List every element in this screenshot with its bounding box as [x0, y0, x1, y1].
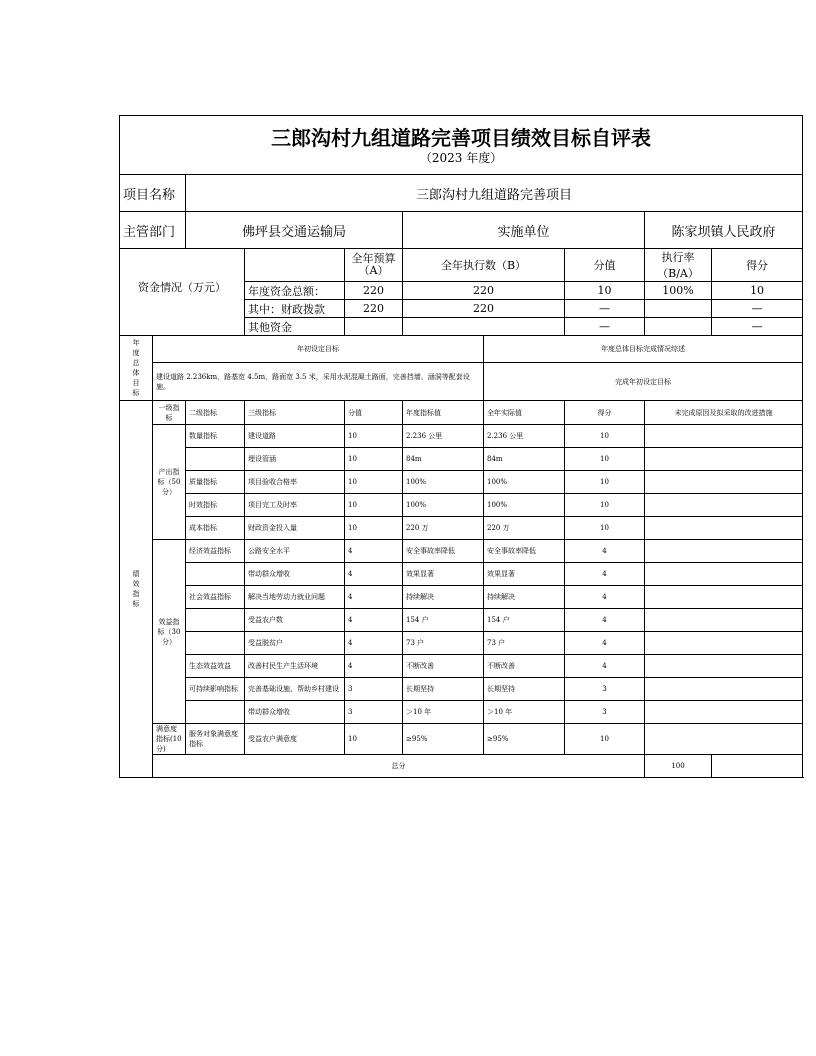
- ind-header-score: 分值: [345, 401, 403, 425]
- funds-row-got: 10: [712, 282, 803, 300]
- ind-actual: 220 万: [484, 517, 565, 540]
- ind-got: 10: [565, 517, 645, 540]
- ind-header-reason: 未完成原因及拟采取的改进措施: [645, 401, 803, 425]
- ind-target: ≥95%: [403, 724, 484, 755]
- funds-header-exec: 全年执行数（B）: [403, 249, 565, 282]
- ind-got: 3: [565, 701, 645, 724]
- ind-header-actual: 全年实际值: [484, 401, 565, 425]
- ind-target: ＞10 年: [403, 701, 484, 724]
- ind-score: 3: [345, 678, 403, 701]
- ind-actual: 不断改善: [484, 655, 565, 678]
- ind-reason: [645, 517, 803, 540]
- indicators-label-cell: [120, 401, 153, 778]
- title-cell: [120, 116, 803, 175]
- ind-score: 10: [345, 471, 403, 494]
- ind-target: 73 户: [403, 632, 484, 655]
- funds-row-budget: [345, 318, 403, 336]
- impl-unit-label: 实施单位: [403, 212, 645, 249]
- ind-l3: 埋设管涵: [245, 448, 345, 471]
- satisfaction-label: 满意度指标(10分): [153, 724, 186, 755]
- table-row: [120, 655, 803, 678]
- funds-row-rate: 100%: [645, 282, 712, 300]
- funds-header-rate: 执行率（B/A）: [645, 249, 712, 282]
- ind-reason: [645, 425, 803, 448]
- ind-actual: 154 户: [484, 609, 565, 632]
- table-row: [120, 540, 803, 563]
- ind-l2: 可持续影响指标: [186, 678, 245, 701]
- ind-actual: 持续解决: [484, 586, 565, 609]
- funds-row-score: —: [565, 300, 645, 318]
- funds-label: 资金情况（万元）: [120, 249, 245, 336]
- ind-got: 4: [565, 563, 645, 586]
- dept-value: 佛坪县交通运输局: [186, 212, 403, 249]
- ind-got: 4: [565, 540, 645, 563]
- ind-l2: 质量指标: [186, 471, 245, 494]
- ind-actual: 100%: [484, 494, 565, 517]
- ind-got: 4: [565, 632, 645, 655]
- ind-l3: 改善村民生产生活环境: [245, 655, 345, 678]
- goal-initial-header: 年初设定目标: [153, 336, 484, 363]
- ind-score: 10: [345, 494, 403, 517]
- ind-actual: 2.236 公里: [484, 425, 565, 448]
- ind-actual: 100%: [484, 471, 565, 494]
- ind-l3: 受益农户数: [245, 609, 345, 632]
- funds-row-exec: [403, 318, 565, 336]
- ind-reason: [645, 655, 803, 678]
- ind-actual: 84m: [484, 448, 565, 471]
- page-title: 三郎沟村九组道路完善项目绩效目标自评表: [271, 126, 652, 150]
- dept-label: 主管部门: [120, 212, 186, 249]
- funds-row-name: 其他资金: [245, 318, 345, 336]
- ind-l3: 受益脱贫户: [245, 632, 345, 655]
- evaluation-table: [119, 115, 803, 778]
- goal-initial-text: 建设道路 2.236km，路基宽 4.5m，路面宽 3.5 米，采用水泥混凝土路面，完善挡墙、涵洞等配套设施。: [153, 363, 484, 401]
- funds-header-got: 得分: [712, 249, 803, 282]
- ind-target: 84m: [403, 448, 484, 471]
- ind-l3: 受益农户满意度: [245, 724, 345, 755]
- year-label: （2023 年度）: [419, 151, 503, 165]
- ind-reason: [645, 471, 803, 494]
- funds-row-name: 其中：财政拨款: [245, 300, 345, 318]
- total-blank: [712, 755, 803, 778]
- funds-row-score: 10: [565, 282, 645, 300]
- table-row: [120, 586, 803, 609]
- ind-l2: [186, 563, 245, 586]
- funds-header-score: 分值: [565, 249, 645, 282]
- ind-target: 100%: [403, 471, 484, 494]
- ind-score: 4: [345, 540, 403, 563]
- ind-reason: [645, 540, 803, 563]
- ind-l3: 公路安全水平: [245, 540, 345, 563]
- ind-got: 10: [565, 724, 645, 755]
- ind-score: 10: [345, 724, 403, 755]
- ind-target: 2.236 公里: [403, 425, 484, 448]
- ind-got: 4: [565, 586, 645, 609]
- ind-got: 4: [565, 609, 645, 632]
- ind-l2: 数量指标: [186, 425, 245, 448]
- goal-done-header: 年度总体目标完成情况综述: [484, 336, 803, 363]
- ind-got: 10: [565, 425, 645, 448]
- table-row: [120, 701, 803, 724]
- ind-reason: [645, 701, 803, 724]
- ind-l3: 带动群众增收: [245, 563, 345, 586]
- ind-l3: 项目完工及时率: [245, 494, 345, 517]
- ind-actual: 长期坚持: [484, 678, 565, 701]
- funds-blank-header: [245, 249, 345, 282]
- project-name-value: 三郎沟村九组道路完善项目: [186, 175, 803, 212]
- ind-score: 4: [345, 586, 403, 609]
- table-row: [120, 448, 803, 471]
- funds-row-budget: 220: [345, 300, 403, 318]
- ind-l2: [186, 448, 245, 471]
- ind-l2: 经济效益指标: [186, 540, 245, 563]
- goal-label: 年度总体目标: [132, 339, 140, 397]
- ind-l3: 完善基础设施、帮助乡村建设: [245, 678, 345, 701]
- ind-l2: 社会效益指标: [186, 586, 245, 609]
- funds-row-exec: 220: [403, 282, 565, 300]
- goal-label-cell: [120, 336, 153, 401]
- ind-l2: 时效指标: [186, 494, 245, 517]
- funds-header-budget: 全年预算（A）: [345, 249, 403, 282]
- ind-reason: [645, 563, 803, 586]
- ind-target: 220 万: [403, 517, 484, 540]
- ind-reason: [645, 494, 803, 517]
- table-row: [120, 517, 803, 540]
- funds-row-budget: 220: [345, 282, 403, 300]
- ind-header-got: 得分: [565, 401, 645, 425]
- project-name-label: 项目名称: [120, 175, 186, 212]
- table-row: [120, 609, 803, 632]
- ind-reason: [645, 678, 803, 701]
- ind-actual: 效果显著: [484, 563, 565, 586]
- ind-reason: [645, 448, 803, 471]
- ind-score: 4: [345, 655, 403, 678]
- ind-target: 不断改善: [403, 655, 484, 678]
- ind-header-target: 年度指标值: [403, 401, 484, 425]
- ind-actual: ≥95%: [484, 724, 565, 755]
- ind-score: 10: [345, 517, 403, 540]
- ind-l2: 成本指标: [186, 517, 245, 540]
- ind-l3: 解决当地劳动力就业问题: [245, 586, 345, 609]
- ind-score: 10: [345, 425, 403, 448]
- goal-done-text: 完成年初设定目标: [484, 363, 803, 401]
- funds-row-got: —: [712, 318, 803, 336]
- table-row: [120, 563, 803, 586]
- ind-l3: 项目验收合格率: [245, 471, 345, 494]
- ind-target: 154 户: [403, 609, 484, 632]
- funds-row-rate: [645, 318, 712, 336]
- ind-reason: [645, 632, 803, 655]
- ind-score: 3: [345, 701, 403, 724]
- ind-l3: 财政资金投入量: [245, 517, 345, 540]
- total-score: 100: [645, 755, 712, 778]
- ind-got: 10: [565, 494, 645, 517]
- ind-reason: [645, 609, 803, 632]
- table-row: [120, 632, 803, 655]
- total-label: 总分: [153, 755, 645, 778]
- ind-l2: [186, 632, 245, 655]
- ind-reason: [645, 724, 803, 755]
- funds-row-name: 年度资金总额：: [245, 282, 345, 300]
- table-row: [120, 425, 803, 448]
- effect-label: 效益指标（30分）: [153, 540, 186, 724]
- ind-score: 4: [345, 632, 403, 655]
- ind-score: 10: [345, 448, 403, 471]
- ind-header-l1: 一级指标: [153, 401, 186, 425]
- ind-header-l2: 二级指标: [186, 401, 245, 425]
- ind-target: 长期坚持: [403, 678, 484, 701]
- table-row: [120, 724, 803, 755]
- ind-actual: ＞10 年: [484, 701, 565, 724]
- ind-got: 10: [565, 448, 645, 471]
- ind-l2: [186, 609, 245, 632]
- impl-unit-value: 陈家坝镇人民政府: [645, 212, 803, 249]
- ind-target: 100%: [403, 494, 484, 517]
- ind-target: 效果显著: [403, 563, 484, 586]
- ind-header-l3: 三级指标: [245, 401, 345, 425]
- ind-l3: 带动群众增收: [245, 701, 345, 724]
- ind-target: 持续解决: [403, 586, 484, 609]
- ind-score: 4: [345, 563, 403, 586]
- output-label: 产出指标（50分）: [153, 425, 186, 540]
- table-row: [120, 678, 803, 701]
- table-row: [120, 494, 803, 517]
- ind-target: 安全事故率降低: [403, 540, 484, 563]
- ind-actual: 73 户: [484, 632, 565, 655]
- ind-got: 4: [565, 655, 645, 678]
- ind-reason: [645, 586, 803, 609]
- ind-score: 4: [345, 609, 403, 632]
- indicators-label: 绩效指标: [132, 570, 140, 608]
- ind-got: 10: [565, 471, 645, 494]
- ind-l2: 服务对象满意度指标: [186, 724, 245, 755]
- funds-row-got: —: [712, 300, 803, 318]
- funds-row-score: —: [565, 318, 645, 336]
- table-row: [120, 471, 803, 494]
- ind-actual: 安全事故率降低: [484, 540, 565, 563]
- funds-row-rate: [645, 300, 712, 318]
- ind-l3: 建设道路: [245, 425, 345, 448]
- funds-row-exec: 220: [403, 300, 565, 318]
- ind-l2: [186, 701, 245, 724]
- ind-l2: 生态效益效益: [186, 655, 245, 678]
- ind-got: 3: [565, 678, 645, 701]
